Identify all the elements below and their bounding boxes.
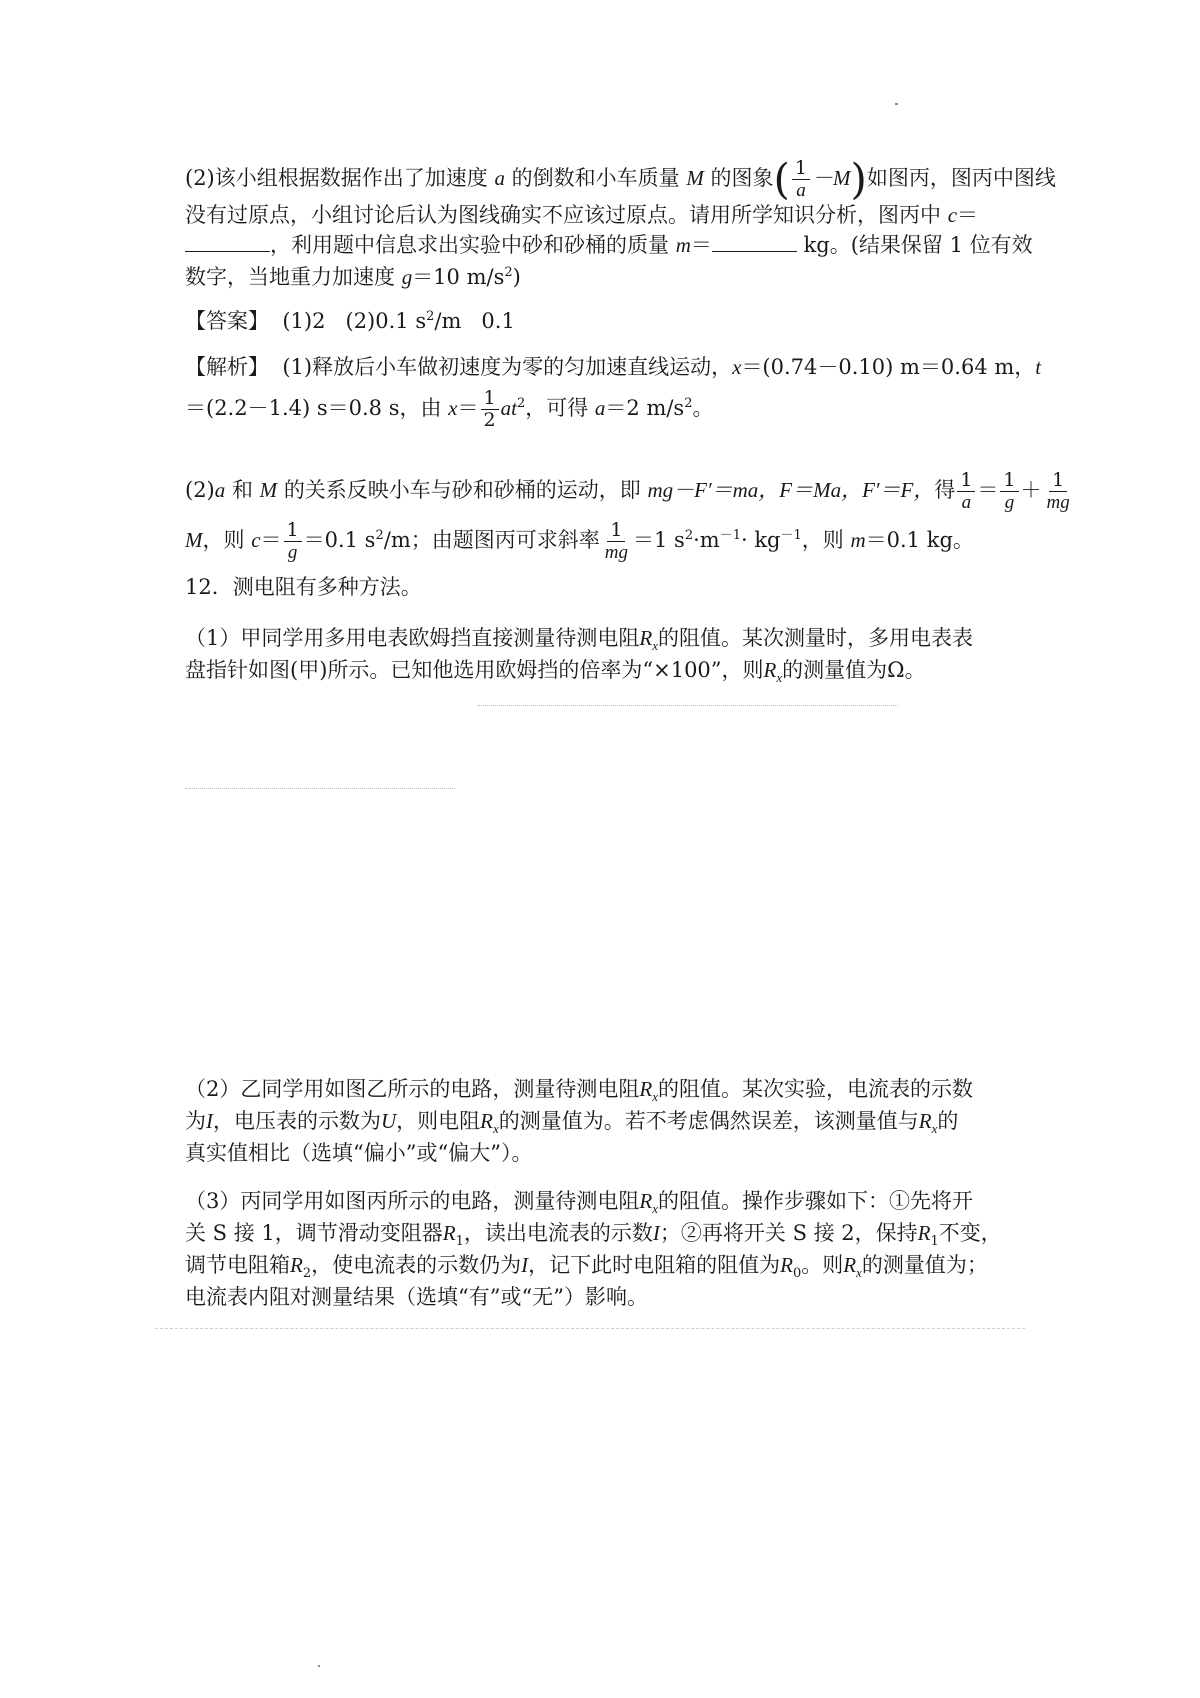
q12-part3-line1: （3）丙同学用如图丙所示的电路，测量待测电阻$R_x$的阻值。操作步骤如下：①先将开 [185, 1189, 973, 1217]
figure-placeholder-line [478, 705, 898, 706]
q12-part3-line4: 电流表内阻对测量结果（选填“有”或“无”）影响。 [185, 1285, 648, 1309]
q12-part2-line1: （2）乙同学用如图乙所示的电路，测量待测电阻$R_x$的阻值。某次实验，电流表的示数 [185, 1077, 973, 1105]
q12-part3-line2: 关 S 接 1，调节滑动变阻器$R_1$，读出电流表的示数I；②再将开关 S 接 2，保持$R_1$不变， [185, 1221, 1002, 1250]
analysis-tag: 【解析】 [185, 355, 269, 379]
analysis-line2: ＝(2.2－1.4) s＝0.8 s，由 x＝ $\frac{1}{2}$ $at^2$，可得 a＝2 $m/s^2$。 [185, 387, 714, 431]
figure-placeholder-line [185, 788, 455, 789]
q11-part2-line3: ，利用题中信息求出实验中砂和砂桶的质量 m＝ kg。(结果保留 1 位有效 [185, 230, 1020, 260]
q12-part2-line2: 为I，电压表的示数为U，则电阻$R_x$的测量值为。若不考虑偶然误差，该测量值与$R_x$的 [185, 1109, 959, 1137]
q11-part2-line1: (2)该小组根据数据作出了加速度 a 的倒数和小车质量 M 的图象( $\frac{1}{a}$ －M)如图丙，图丙中图线 [185, 154, 1056, 204]
answer-line: 【答案】 (1)2 (2)0.1 $s^2/m$ 0.1 [185, 309, 515, 333]
scan-speck [895, 103, 898, 105]
fraction-1-over-a: $\frac{1}{a}$ [792, 158, 810, 201]
scan-speck [318, 1665, 320, 1667]
answer-blank-m[interactable] [712, 231, 797, 252]
q11-part2-line2: 没有过原点，小组讨论后认为图线确实不应该过原点。请用所学知识分析，图丙中 c＝ [185, 203, 979, 227]
q12-part1-line2: 盘指针如图(甲)所示。已知他选用欧姆挡的倍率为“×100”，则$R_x$的测量值为Ω。 [185, 658, 926, 686]
analysis-line4: M，则 c＝ $\frac{1}{g}$ ＝0.1 $s^2/m$；由题图丙可求斜率 $\frac{1}{mg}$ ＝1 $s^2\cdot m^{-1}\cdot kg^{-1}$，则 m＝0.1 kg。 [185, 519, 974, 563]
q11-part2-line4: 数字，当地重力加速度 g＝10 $m/s^2$) [185, 265, 521, 289]
q12-part3-line3: 调节电阻箱$R_2$，使电流表的示数仍为I，记下此时电阻箱的阻值为$R_0$。则$R_x$的测量值为； [185, 1253, 988, 1282]
analysis-line3: (2)a 和 M 的关系反映小车与砂和砂桶的运动，即 mg－F′＝ma，F＝Ma，F′＝F，得 $\frac{1}{a}$ ＝ $\frac{1}{g}$ ＋ $\frac{1}{mg}$ [185, 469, 1070, 513]
q12-part1-line1: （1）甲同学用多用电表欧姆挡直接测量待测电阻$R_x$的阻值。某次测量时，多用电表表 [185, 626, 973, 654]
q12-part2-line3: 真实值相比（选填“偏小”或“偏大”）。 [185, 1141, 533, 1165]
analysis-line1: 【解析】 (1)释放后小车做初速度为零的匀加速直线运动，x＝(0.74－0.10) m＝0.64 m，t [185, 355, 1042, 379]
answer-blank-c[interactable] [185, 231, 270, 252]
q12-title: 12．测电阻有多种方法。 [185, 575, 422, 599]
figure-placeholder-line [155, 1328, 1025, 1329]
answer-tag: 【答案】 [185, 309, 269, 333]
